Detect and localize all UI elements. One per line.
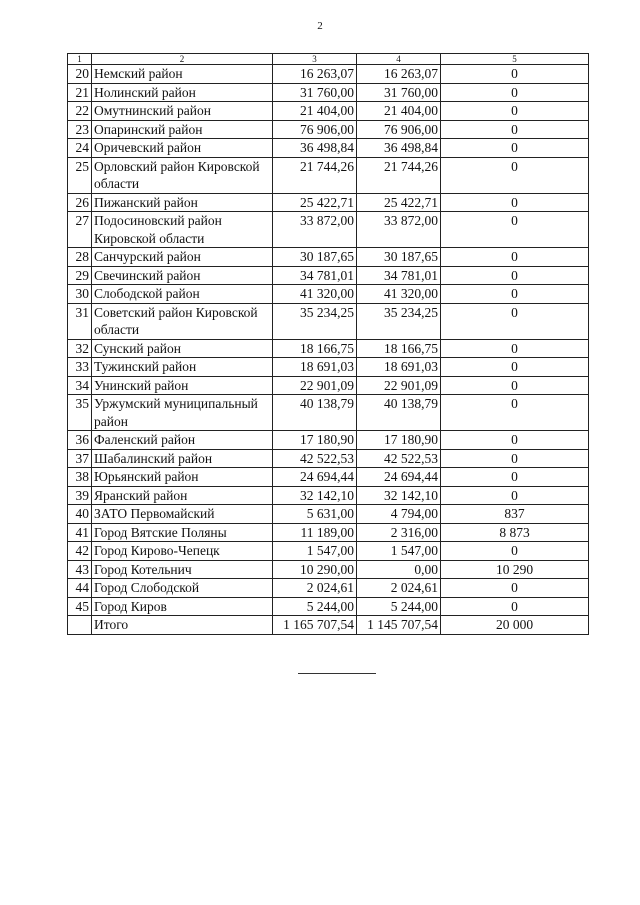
row-number: 45 [68, 597, 92, 616]
column-5-value: 0 [441, 303, 589, 339]
column-3-value: 42 522,53 [273, 449, 357, 468]
column-5-value: 20 000 [441, 616, 589, 635]
table-row [68, 83, 589, 102]
row-name: Унинский район [92, 376, 273, 395]
table-row [68, 65, 589, 84]
page-number: 2 [317, 20, 323, 32]
column-5-value: 0 [441, 120, 589, 139]
row-name: Орловский район Кировской области [92, 157, 273, 193]
column-4-value: 35 234,25 [357, 303, 441, 339]
row-number: 37 [68, 449, 92, 468]
column-4-value: 4 794,00 [357, 505, 441, 524]
table-row [68, 358, 589, 377]
table-header-row [68, 54, 589, 65]
column-5-value: 0 [441, 358, 589, 377]
column-4-value: 5 244,00 [357, 597, 441, 616]
column-3-value: 16 263,07 [273, 65, 357, 84]
column-5-value: 0 [441, 248, 589, 267]
table-row [68, 376, 589, 395]
column-4-value: 32 142,10 [357, 486, 441, 505]
column-5-value: 0 [441, 395, 589, 431]
row-number: 39 [68, 486, 92, 505]
column-4-value: 36 498,84 [357, 139, 441, 158]
row-name: Свечинский район [92, 266, 273, 285]
column-3-value: 10 290,00 [273, 560, 357, 579]
column-3-value: 21 744,26 [273, 157, 357, 193]
column-4-value: 17 180,90 [357, 431, 441, 450]
column-3-value: 17 180,90 [273, 431, 357, 450]
table-row [68, 303, 589, 339]
row-name: Город Вятские Поляны [92, 523, 273, 542]
row-name: Пижанский район [92, 193, 273, 212]
row-name: Уржумский муниципальный район [92, 395, 273, 431]
row-number: 34 [68, 376, 92, 395]
row-number: 35 [68, 395, 92, 431]
row-number: 23 [68, 120, 92, 139]
total-row [68, 616, 589, 635]
row-number: 43 [68, 560, 92, 579]
table-row [68, 212, 589, 248]
column-3-value: 41 320,00 [273, 285, 357, 304]
row-name: Город Кирово-Чепецк [92, 542, 273, 561]
column-4-value: 24 694,44 [357, 468, 441, 487]
row-name: Яранский район [92, 486, 273, 505]
table-row [68, 395, 589, 431]
row-number: 28 [68, 248, 92, 267]
column-5-value: 0 [441, 266, 589, 285]
column-4-value: 2 316,00 [357, 523, 441, 542]
table-row [68, 449, 589, 468]
table-row [68, 560, 589, 579]
row-name: Санчурский район [92, 248, 273, 267]
column-4-value: 40 138,79 [357, 395, 441, 431]
column-3-value: 25 422,71 [273, 193, 357, 212]
row-number: 20 [68, 65, 92, 84]
row-number: 25 [68, 157, 92, 193]
column-5-value: 0 [441, 193, 589, 212]
row-name: Подосиновский район Кировской области [92, 212, 273, 248]
column-3-value: 76 906,00 [273, 120, 357, 139]
row-number: 42 [68, 542, 92, 561]
column-3-value: 1 547,00 [273, 542, 357, 561]
table-body [68, 65, 589, 635]
column-4-value: 1 547,00 [357, 542, 441, 561]
column-3-value: 32 142,10 [273, 486, 357, 505]
column-5-value: 0 [441, 65, 589, 84]
column-3-value: 22 901,09 [273, 376, 357, 395]
column-3-value: 1 165 707,54 [273, 616, 357, 635]
column-header: 2 [92, 54, 273, 65]
table-row [68, 523, 589, 542]
column-5-value: 0 [441, 83, 589, 102]
table-row [68, 579, 589, 598]
row-number: 33 [68, 358, 92, 377]
row-name: Город Котельнич [92, 560, 273, 579]
column-3-value: 31 760,00 [273, 83, 357, 102]
row-name: Советский район Кировской области [92, 303, 273, 339]
row-number: 21 [68, 83, 92, 102]
column-5-value: 837 [441, 505, 589, 524]
column-5-value: 0 [441, 376, 589, 395]
column-4-value: 16 263,07 [357, 65, 441, 84]
row-name: Город Слободской [92, 579, 273, 598]
column-3-value: 35 234,25 [273, 303, 357, 339]
row-number [68, 616, 92, 635]
column-3-value: 2 024,61 [273, 579, 357, 598]
column-5-value: 0 [441, 449, 589, 468]
column-5-value: 10 290 [441, 560, 589, 579]
column-4-value: 2 024,61 [357, 579, 441, 598]
row-name: Опаринский район [92, 120, 273, 139]
column-5-value: 0 [441, 579, 589, 598]
row-number: 40 [68, 505, 92, 524]
column-header: 3 [273, 54, 357, 65]
column-4-value: 18 691,03 [357, 358, 441, 377]
row-number: 41 [68, 523, 92, 542]
column-header: 1 [68, 54, 92, 65]
column-3-value: 40 138,79 [273, 395, 357, 431]
row-name: Слободской район [92, 285, 273, 304]
table-row [68, 339, 589, 358]
table-row [68, 120, 589, 139]
column-4-value: 21 404,00 [357, 102, 441, 121]
table-row [68, 542, 589, 561]
table-row [68, 102, 589, 121]
column-header: 5 [441, 54, 589, 65]
row-number: 29 [68, 266, 92, 285]
table-row [68, 285, 589, 304]
column-4-value: 0,00 [357, 560, 441, 579]
column-3-value: 24 694,44 [273, 468, 357, 487]
column-4-value: 30 187,65 [357, 248, 441, 267]
column-4-value: 76 906,00 [357, 120, 441, 139]
row-name: Юрьянский район [92, 468, 273, 487]
table-row [68, 597, 589, 616]
column-3-value: 5 244,00 [273, 597, 357, 616]
row-name: Город Киров [92, 597, 273, 616]
column-3-value: 34 781,01 [273, 266, 357, 285]
row-number: 44 [68, 579, 92, 598]
column-4-value: 18 166,75 [357, 339, 441, 358]
row-number: 22 [68, 102, 92, 121]
column-header: 4 [357, 54, 441, 65]
column-5-value: 0 [441, 157, 589, 193]
row-name: Нолинский район [92, 83, 273, 102]
row-name: Сунский район [92, 339, 273, 358]
row-number: 24 [68, 139, 92, 158]
column-3-value: 11 189,00 [273, 523, 357, 542]
table-row [68, 157, 589, 193]
row-number: 27 [68, 212, 92, 248]
column-4-value: 25 422,71 [357, 193, 441, 212]
row-name: Шабалинский район [92, 449, 273, 468]
column-4-value: 22 901,09 [357, 376, 441, 395]
column-3-value: 18 691,03 [273, 358, 357, 377]
column-5-value: 8 873 [441, 523, 589, 542]
table-row [68, 505, 589, 524]
row-name: Фаленский район [92, 431, 273, 450]
row-number: 32 [68, 339, 92, 358]
column-5-value: 0 [441, 139, 589, 158]
column-3-value: 33 872,00 [273, 212, 357, 248]
column-5-value: 0 [441, 285, 589, 304]
column-4-value: 34 781,01 [357, 266, 441, 285]
column-3-value: 30 187,65 [273, 248, 357, 267]
column-4-value: 21 744,26 [357, 157, 441, 193]
column-3-value: 21 404,00 [273, 102, 357, 121]
row-name: Оричевский район [92, 139, 273, 158]
column-4-value: 42 522,53 [357, 449, 441, 468]
table-row [68, 139, 589, 158]
row-name: Немский район [92, 65, 273, 84]
table-row [68, 486, 589, 505]
table-row [68, 468, 589, 487]
row-name: Итого [92, 616, 273, 635]
column-3-value: 5 631,00 [273, 505, 357, 524]
table-row [68, 431, 589, 450]
column-4-value: 41 320,00 [357, 285, 441, 304]
table-row [68, 193, 589, 212]
column-5-value: 0 [441, 468, 589, 487]
column-5-value: 0 [441, 431, 589, 450]
column-3-value: 36 498,84 [273, 139, 357, 158]
column-3-value: 18 166,75 [273, 339, 357, 358]
data-table [67, 53, 589, 635]
table-row [68, 248, 589, 267]
row-number: 30 [68, 285, 92, 304]
row-number: 36 [68, 431, 92, 450]
row-number: 38 [68, 468, 92, 487]
column-5-value: 0 [441, 542, 589, 561]
row-name: ЗАТО Первомайский [92, 505, 273, 524]
row-number: 26 [68, 193, 92, 212]
row-number: 31 [68, 303, 92, 339]
row-name: Тужинский район [92, 358, 273, 377]
column-4-value: 31 760,00 [357, 83, 441, 102]
column-5-value: 0 [441, 339, 589, 358]
column-4-value: 33 872,00 [357, 212, 441, 248]
column-5-value: 0 [441, 486, 589, 505]
row-name: Омутнинский район [92, 102, 273, 121]
table-row [68, 266, 589, 285]
column-5-value: 0 [441, 102, 589, 121]
column-5-value: 0 [441, 597, 589, 616]
separator-line [298, 673, 376, 674]
column-4-value: 1 145 707,54 [357, 616, 441, 635]
column-5-value: 0 [441, 212, 589, 248]
